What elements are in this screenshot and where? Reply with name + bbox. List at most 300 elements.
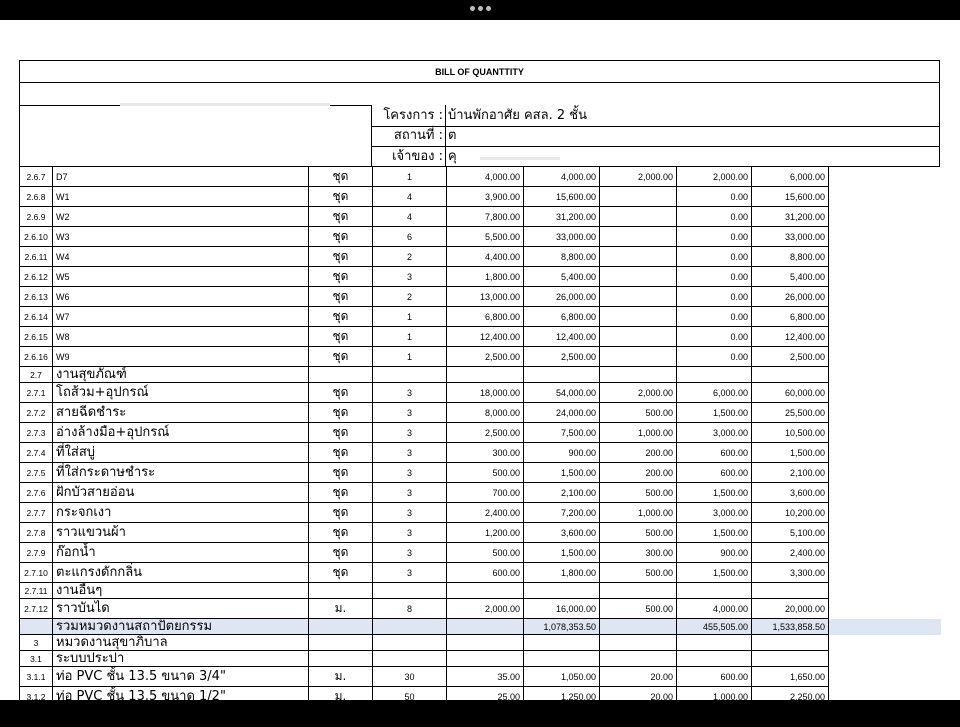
- item-quantity: [373, 367, 447, 383]
- material-unit-price: [447, 635, 524, 651]
- item-code: 2.7.1: [20, 383, 53, 403]
- item-description: หมวดงานสุขาภิบาล: [53, 635, 309, 651]
- material-unit-price: 500.00: [447, 707, 524, 727]
- material-unit-price: 2,000.00: [447, 599, 524, 619]
- item-code: 2.7: [20, 367, 53, 383]
- total-row: [20, 619, 941, 635]
- empty-cell: [829, 503, 941, 523]
- labor-total: 1,500.00: [677, 483, 752, 503]
- material-total: [524, 651, 600, 667]
- labor-unit-price: [600, 327, 677, 347]
- labor-total: 1,000.00: [677, 707, 752, 727]
- grand-total: 3,000.00: [752, 707, 829, 727]
- item-code: 2.7.5: [20, 463, 53, 483]
- item-description: อ่างล้างมือ+อุปกรณ์: [53, 423, 309, 443]
- item-quantity: 2: [373, 287, 447, 307]
- empty-cell: [829, 383, 941, 403]
- table-row: [20, 707, 941, 727]
- empty-cell: [829, 227, 941, 247]
- item-description: ฝักบัวสายอ่อน: [53, 483, 309, 503]
- item-quantity: 3: [373, 563, 447, 583]
- grand-total: 15,600.00: [752, 187, 829, 207]
- labor-total: 0.00: [677, 347, 752, 367]
- labor-unit-price: 1,000.00: [600, 503, 677, 523]
- labor-total: 600.00: [677, 443, 752, 463]
- item-description: W2: [53, 207, 309, 227]
- item-code: 2.7.12: [20, 599, 53, 619]
- empty-cell: [829, 403, 941, 423]
- labor-total: 3,000.00: [677, 423, 752, 443]
- material-unit-price: 2,500.00: [447, 423, 524, 443]
- item-quantity: 3: [373, 423, 447, 443]
- empty-cell: [829, 651, 941, 667]
- item-description: กระจกเงา: [53, 503, 309, 523]
- item-unit: ม.: [309, 599, 373, 619]
- labor-total: 0.00: [677, 247, 752, 267]
- item-quantity: 4: [373, 187, 447, 207]
- item-description: ท่อ PVC ชั้น 13.5 ขนาด 1/2": [53, 687, 309, 707]
- header-divider: [600, 126, 940, 127]
- empty-cell: [829, 367, 941, 383]
- item-description: งานอื่นๆ: [53, 583, 309, 599]
- material-total: 8,800.00: [524, 247, 600, 267]
- labor-unit-price: 200.00: [600, 463, 677, 483]
- owner-label: เจ้าของ :: [392, 149, 443, 164]
- grand-total: 6,800.00: [752, 307, 829, 327]
- material-unit-price: 600.00: [447, 563, 524, 583]
- item-quantity: [373, 583, 447, 599]
- item-code: 2.7.8: [20, 523, 53, 543]
- item-quantity: 4: [373, 707, 447, 727]
- item-code: 2.6.16: [20, 347, 53, 367]
- item-code: [20, 619, 53, 635]
- material-unit-price: 500.00: [447, 543, 524, 563]
- table-row: [20, 207, 941, 227]
- labor-unit-price: 300.00: [600, 543, 677, 563]
- item-description: ระบบประปา: [53, 651, 309, 667]
- grand-total: 3,600.00: [752, 483, 829, 503]
- item-unit: [309, 583, 373, 599]
- table-row: [20, 367, 941, 383]
- empty-cell: [829, 619, 941, 635]
- item-quantity: [373, 651, 447, 667]
- material-total: 33,000.00: [524, 227, 600, 247]
- item-quantity: 6: [373, 227, 447, 247]
- bill-of-quantities-table: [19, 166, 941, 727]
- material-total: 24,000.00: [524, 403, 600, 423]
- table-row: [20, 651, 941, 667]
- item-unit: [309, 651, 373, 667]
- labor-total: 0.00: [677, 207, 752, 227]
- item-quantity: 1: [373, 327, 447, 347]
- owner-value: คุ: [448, 149, 457, 164]
- material-total: 7,500.00: [524, 423, 600, 443]
- grand-total: 10,200.00: [752, 503, 829, 523]
- table-row: [20, 423, 941, 443]
- item-code: 3: [20, 635, 53, 651]
- empty-cell: [829, 463, 941, 483]
- labor-total: 6,000.00: [677, 383, 752, 403]
- location-value: ต: [448, 128, 457, 143]
- item-code: 2.7.7: [20, 503, 53, 523]
- item-code: 2.6.10: [20, 227, 53, 247]
- labor-unit-price: [600, 347, 677, 367]
- item-code: 2.6.14: [20, 307, 53, 327]
- labor-unit-price: [600, 583, 677, 599]
- labor-total: 0.00: [677, 287, 752, 307]
- item-unit: ชุด: [309, 187, 373, 207]
- item-code: 2.7.9: [20, 543, 53, 563]
- empty-cell: [829, 267, 941, 287]
- item-description: W6: [53, 287, 309, 307]
- material-total: 15,600.00: [524, 187, 600, 207]
- empty-cell: [829, 563, 941, 583]
- item-code: 2.6.9: [20, 207, 53, 227]
- empty-cell: [829, 443, 941, 463]
- item-description: W3: [53, 227, 309, 247]
- item-quantity: 30: [373, 667, 447, 687]
- labor-unit-price: [600, 247, 677, 267]
- labor-total: 0.00: [677, 227, 752, 247]
- more-options-icon[interactable]: [470, 6, 492, 12]
- labor-unit-price: [600, 651, 677, 667]
- material-unit-price: 12,400.00: [447, 327, 524, 347]
- item-unit: ชุด: [309, 383, 373, 403]
- item-quantity: 50: [373, 687, 447, 707]
- redacted-text: [480, 157, 560, 160]
- material-total: [524, 367, 600, 383]
- item-unit: ชุด: [309, 443, 373, 463]
- labor-unit-price: 20.00: [600, 687, 677, 707]
- item-description: W8: [53, 327, 309, 347]
- grand-total: 8,800.00: [752, 247, 829, 267]
- table-row: [20, 307, 941, 327]
- labor-total: 1,500.00: [677, 563, 752, 583]
- grand-total: 25,500.00: [752, 403, 829, 423]
- table-row: [20, 543, 941, 563]
- material-total: 6,800.00: [524, 307, 600, 327]
- empty-cell: [829, 187, 941, 207]
- grand-total: 1,533,858.50: [752, 619, 829, 635]
- item-code: 2.7.11: [20, 583, 53, 599]
- labor-unit-price: 2,000.00: [600, 167, 677, 187]
- grand-total: 20,000.00: [752, 599, 829, 619]
- grand-total: 5,400.00: [752, 267, 829, 287]
- document-title: BILL OF QUANTTITY: [19, 60, 940, 83]
- item-description: Gate Valve 3/4": [53, 707, 309, 727]
- item-description: รวมหมวดงานสถาปัตยกรรม: [53, 619, 309, 635]
- labor-total: [677, 651, 752, 667]
- item-quantity: 3: [373, 267, 447, 287]
- empty-cell: [829, 687, 941, 707]
- item-description: W9: [53, 347, 309, 367]
- labor-unit-price: 500.00: [600, 523, 677, 543]
- item-unit: ชุด: [309, 483, 373, 503]
- empty-cell: [829, 423, 941, 443]
- material-unit-price: 35.00: [447, 667, 524, 687]
- item-unit: ม.: [309, 667, 373, 687]
- item-code: 3.1.2: [20, 687, 53, 707]
- material-unit-price: 25.00: [447, 687, 524, 707]
- labor-total: 600.00: [677, 667, 752, 687]
- material-unit-price: 2,500.00: [447, 347, 524, 367]
- item-unit: ชุด: [309, 403, 373, 423]
- item-code: 2.6.7: [20, 167, 53, 187]
- empty-cell: [829, 523, 941, 543]
- grand-total: [752, 367, 829, 383]
- item-unit: ชุด: [309, 287, 373, 307]
- empty-cell: [829, 599, 941, 619]
- material-total: [524, 635, 600, 651]
- grand-total: 2,500.00: [752, 347, 829, 367]
- labor-unit-price: [600, 267, 677, 287]
- item-quantity: 3: [373, 463, 447, 483]
- item-quantity: [373, 635, 447, 651]
- labor-unit-price: 500.00: [600, 599, 677, 619]
- table-row: [20, 167, 941, 187]
- material-total: 2,500.00: [524, 347, 600, 367]
- grand-total: 10,500.00: [752, 423, 829, 443]
- item-unit: [309, 635, 373, 651]
- material-unit-price: 2,400.00: [447, 503, 524, 523]
- empty-cell: [829, 707, 941, 727]
- labor-unit-price: [600, 619, 677, 635]
- table-row: [20, 583, 941, 599]
- item-unit: ชุด: [309, 247, 373, 267]
- item-code: 3.1.1: [20, 667, 53, 687]
- material-total: 12,400.00: [524, 327, 600, 347]
- material-unit-price: 4,400.00: [447, 247, 524, 267]
- table-row: [20, 403, 941, 423]
- material-unit-price: [447, 651, 524, 667]
- item-description: ก๊อกน้ำ: [53, 543, 309, 563]
- header-divider: [445, 105, 446, 167]
- grand-total: 6,000.00: [752, 167, 829, 187]
- labor-unit-price: 20.00: [600, 667, 677, 687]
- item-unit: ชุด: [309, 207, 373, 227]
- empty-cell: [829, 167, 941, 187]
- item-code: 2.6.8: [20, 187, 53, 207]
- location-label: สถานที่ :: [393, 128, 443, 143]
- labor-total: 455,505.00: [677, 619, 752, 635]
- item-code: 3.1.3: [20, 707, 53, 727]
- empty-cell: [829, 307, 941, 327]
- item-unit: [309, 619, 373, 635]
- table-row: [20, 287, 941, 307]
- table-row: [20, 347, 941, 367]
- material-total: 16,000.00: [524, 599, 600, 619]
- material-total: 3,600.00: [524, 523, 600, 543]
- labor-unit-price: [600, 207, 677, 227]
- item-unit: ชุด: [309, 307, 373, 327]
- material-unit-price: 18,000.00: [447, 383, 524, 403]
- grand-total: 26,000.00: [752, 287, 829, 307]
- material-unit-price: 700.00: [447, 483, 524, 503]
- item-quantity: 1: [373, 167, 447, 187]
- material-total: 1,078,353.50: [524, 619, 600, 635]
- empty-cell: [829, 667, 941, 687]
- labor-unit-price: [600, 227, 677, 247]
- item-unit: ม.: [309, 687, 373, 707]
- grand-total: [752, 651, 829, 667]
- item-unit: ชุด: [309, 227, 373, 247]
- item-code: 2.7.6: [20, 483, 53, 503]
- item-unit: ชุด: [309, 523, 373, 543]
- table-row: [20, 383, 941, 403]
- item-unit: ชุด: [309, 503, 373, 523]
- material-unit-price: 13,000.00: [447, 287, 524, 307]
- material-total: 2,100.00: [524, 483, 600, 503]
- material-unit-price: 8,000.00: [447, 403, 524, 423]
- material-total: 1,050.00: [524, 667, 600, 687]
- item-unit: ชุด: [309, 707, 373, 727]
- item-unit: ชุด: [309, 543, 373, 563]
- labor-unit-price: 500.00: [600, 483, 677, 503]
- table-row: [20, 523, 941, 543]
- item-unit: ชุด: [309, 347, 373, 367]
- item-code: 2.6.13: [20, 287, 53, 307]
- table-row: [20, 503, 941, 523]
- item-code: 2.6.15: [20, 327, 53, 347]
- table-row: [20, 227, 941, 247]
- item-unit: ชุด: [309, 167, 373, 187]
- item-quantity: 4: [373, 207, 447, 227]
- grand-total: 2,250.00: [752, 687, 829, 707]
- item-quantity: 3: [373, 403, 447, 423]
- material-total: [524, 583, 600, 599]
- material-unit-price: 500.00: [447, 463, 524, 483]
- empty-cell: [829, 287, 941, 307]
- material-unit-price: 4,000.00: [447, 167, 524, 187]
- material-unit-price: 5,500.00: [447, 227, 524, 247]
- material-unit-price: 300.00: [447, 443, 524, 463]
- material-unit-price: 7,800.00: [447, 207, 524, 227]
- labor-total: [677, 367, 752, 383]
- item-quantity: [373, 619, 447, 635]
- grand-total: 1,650.00: [752, 667, 829, 687]
- table-row: [20, 483, 941, 503]
- item-code: 2.6.12: [20, 267, 53, 287]
- labor-total: 2,000.00: [677, 167, 752, 187]
- material-total: 7,200.00: [524, 503, 600, 523]
- item-unit: ชุด: [309, 563, 373, 583]
- item-description: งานสุขภัณฑ์: [53, 367, 309, 383]
- empty-cell: [829, 635, 941, 651]
- material-total: 2,000.00: [524, 707, 600, 727]
- item-description: ที่ใส่กระดาษชำระ: [53, 463, 309, 483]
- item-description: สายฉีดชำระ: [53, 403, 309, 423]
- labor-total: 0.00: [677, 267, 752, 287]
- material-total: 900.00: [524, 443, 600, 463]
- labor-unit-price: 250.00: [600, 707, 677, 727]
- item-code: 2.7.10: [20, 563, 53, 583]
- item-code: 3.1: [20, 651, 53, 667]
- item-unit: ชุด: [309, 327, 373, 347]
- item-description: ราวบันได: [53, 599, 309, 619]
- material-unit-price: 1,800.00: [447, 267, 524, 287]
- labor-unit-price: 2,000.00: [600, 383, 677, 403]
- material-unit-price: [447, 583, 524, 599]
- table-row: [20, 187, 941, 207]
- grand-total: 2,100.00: [752, 463, 829, 483]
- material-total: 26,000.00: [524, 287, 600, 307]
- item-code: 2.7.4: [20, 443, 53, 463]
- labor-total: 4,000.00: [677, 599, 752, 619]
- redacted-text: [120, 103, 330, 106]
- grand-total: 60,000.00: [752, 383, 829, 403]
- item-quantity: 3: [373, 483, 447, 503]
- labor-unit-price: [600, 307, 677, 327]
- labor-unit-price: [600, 287, 677, 307]
- item-description: ท่อ PVC ชั้น 13.5 ขนาด 3/4": [53, 667, 309, 687]
- table-row: [20, 563, 941, 583]
- material-unit-price: 1,200.00: [447, 523, 524, 543]
- grand-total: 12,400.00: [752, 327, 829, 347]
- material-total: 5,400.00: [524, 267, 600, 287]
- labor-unit-price: 1,000.00: [600, 423, 677, 443]
- labor-unit-price: [600, 187, 677, 207]
- labor-total: 0.00: [677, 307, 752, 327]
- labor-total: 1,500.00: [677, 403, 752, 423]
- labor-total: 1,500.00: [677, 523, 752, 543]
- grand-total: 5,100.00: [752, 523, 829, 543]
- item-description: W5: [53, 267, 309, 287]
- grand-total: [752, 635, 829, 651]
- item-quantity: 3: [373, 523, 447, 543]
- item-code: 2.6.11: [20, 247, 53, 267]
- grand-total: 1,500.00: [752, 443, 829, 463]
- item-quantity: 2: [373, 247, 447, 267]
- labor-unit-price: 500.00: [600, 403, 677, 423]
- item-unit: ชุด: [309, 423, 373, 443]
- item-description: ราวแขวนผ้า: [53, 523, 309, 543]
- project-value: บ้านพักอาศัย คสล. 2 ชั้น: [448, 108, 587, 123]
- labor-total: 0.00: [677, 327, 752, 347]
- item-quantity: 3: [373, 543, 447, 563]
- item-unit: ชุด: [309, 267, 373, 287]
- material-unit-price: [447, 619, 524, 635]
- empty-cell: [829, 207, 941, 227]
- top-bar: [0, 0, 960, 20]
- item-quantity: 3: [373, 383, 447, 403]
- grand-total: 33,000.00: [752, 227, 829, 247]
- labor-total: 0.00: [677, 187, 752, 207]
- item-code: 2.7.3: [20, 423, 53, 443]
- grand-total: 2,400.00: [752, 543, 829, 563]
- material-total: 54,000.00: [524, 383, 600, 403]
- table-row: [20, 267, 941, 287]
- header-divider: [371, 146, 940, 147]
- empty-cell: [829, 543, 941, 563]
- material-total: 1,250.00: [524, 687, 600, 707]
- labor-total: [677, 583, 752, 599]
- table-row: [20, 463, 941, 483]
- empty-cell: [829, 347, 941, 367]
- item-quantity: 3: [373, 443, 447, 463]
- item-quantity: 1: [373, 307, 447, 327]
- table-row: [20, 667, 941, 687]
- table-row: [20, 247, 941, 267]
- table-row: [20, 687, 941, 707]
- table-row: [20, 599, 941, 619]
- item-description: W4: [53, 247, 309, 267]
- labor-total: 1,000.00: [677, 687, 752, 707]
- labor-unit-price: [600, 635, 677, 651]
- table-row: [20, 635, 941, 651]
- labor-total: [677, 635, 752, 651]
- item-unit: ชุด: [309, 463, 373, 483]
- item-quantity: 1: [373, 347, 447, 367]
